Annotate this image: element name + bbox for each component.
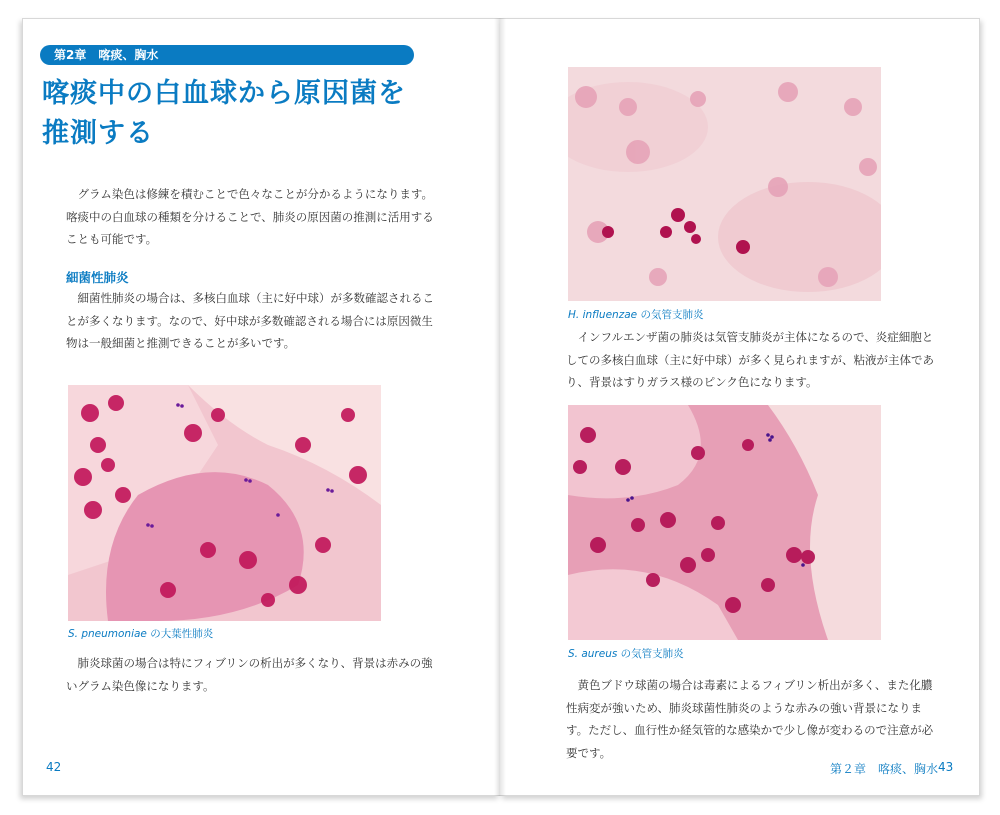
figure-2-caption	[568, 307, 703, 322]
figure-2-caption-text: の気管支肺炎	[637, 309, 704, 321]
figure-1-caption-text: の大葉性肺炎	[146, 628, 214, 640]
chapter-label-bar: 第2章 喀痰、胸水	[40, 45, 414, 65]
figure-1-organism: S. pneumoniae	[68, 628, 147, 640]
figure-3-caption-text: の気管支肺炎	[617, 648, 684, 660]
title-line-2: 推測する	[42, 118, 154, 149]
figure-3-organism: S. aureus	[568, 648, 618, 660]
figure-1-caption	[68, 626, 213, 641]
figure-1-paragraph: 肺炎球菌の場合は特にフィブリンの析出が多くなり、背景は赤みの強いグラム染色像になります。	[66, 656, 433, 693]
section-heading: 細菌性肺炎	[66, 270, 129, 285]
running-footer: 第２章 喀痰、胸水	[830, 762, 939, 776]
section-paragraph: 細菌性肺炎の場合は、多核白血球（主に好中球）が多数確認されることが多くなります。なので、好中球が多数確認される場合には原因微生物は一般細菌と推測できることが多いです。	[66, 291, 434, 350]
micrograph-s-aureus	[568, 405, 881, 640]
figure-2-organism: H. influenzae	[568, 309, 638, 321]
micrograph-h-influenzae	[568, 67, 881, 301]
page-title	[42, 74, 422, 154]
figure-3-caption	[568, 646, 684, 661]
page-number-right: 43	[938, 760, 954, 774]
micrograph-s-pneumoniae	[68, 385, 381, 621]
book-gutter	[494, 18, 506, 796]
title-line-1: 喀痰中の白血球から原因菌を	[42, 78, 406, 109]
page-number-left: 42	[46, 760, 62, 774]
figure-3-paragraph: 黄色ブドウ球菌の場合は毒素によるフィブリン析出が多く、また化膿性病変が強いため、肺炎球菌性肺炎のような赤みの強い背景になります。ただし、血行性か経気管的な感染かで少し像が変わるので注意が必要です。	[566, 678, 934, 760]
intro-paragraph: グラム染色は修練を積むことで色々なことが分かるようになります。喀痰中の白血球の種類を分けることで、肺炎の原因菌の推測に活用することも可能です。	[66, 187, 434, 246]
figure-2-paragraph: インフルエンザ菌の肺炎は気管支肺炎が主体になるので、炎症細胞としての多核白血球（主に好中球）が多く見られますが、粘液が主体であり、背景はすりガラス様のピンク色になります。	[566, 330, 934, 389]
